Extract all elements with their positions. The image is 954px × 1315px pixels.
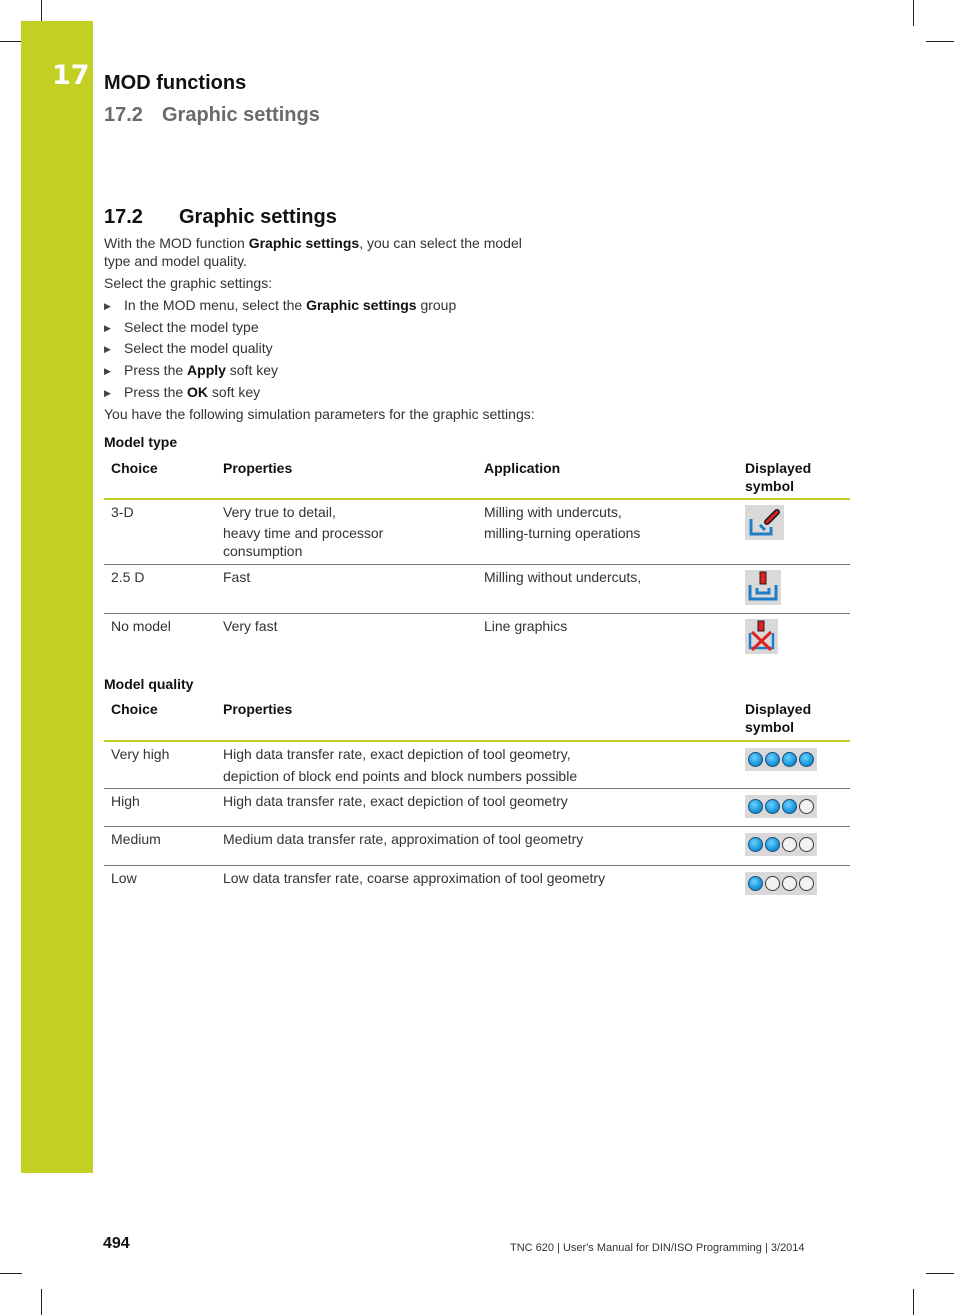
intro-paragraph: With the MOD function Graphic settings, you can select the model type and model quality.	[104, 235, 522, 269]
quality-dot-filled-icon	[782, 799, 797, 814]
quality-dot-filled-icon	[765, 752, 780, 767]
quality-dot-filled-icon	[765, 799, 780, 814]
col-symbol: Displayed symbol	[745, 460, 812, 494]
crop-mark	[913, 1289, 914, 1315]
footer-text: TNC 620 | User's Manual for DIN/ISO Programming | 3/2014	[510, 1242, 805, 1254]
table-row: Low Low data transfer rate, coarse approximation of tool geometry	[104, 865, 850, 903]
triangle-bullet-icon: ▶	[104, 301, 111, 311]
col-symbol: Displayed symbol	[745, 701, 812, 735]
quality-dot-filled-icon	[748, 799, 763, 814]
model-quality-caption: Model quality	[104, 676, 194, 692]
table-row: 2.5 D Fast Milling without undercuts,	[104, 564, 850, 613]
quality-dot-empty-icon	[782, 837, 797, 852]
section-number: 17.2	[104, 206, 143, 228]
triangle-bullet-icon: ▶	[104, 366, 111, 376]
quality-indicator-icon	[745, 872, 817, 895]
table-row: High High data transfer rate, exact depiction of tool geometry	[104, 788, 850, 826]
table-row: Very high High data transfer rate, exact depiction of tool geometry, depiction of block end points and block numbers possible	[104, 741, 850, 788]
quality-dot-filled-icon	[782, 752, 797, 767]
quality-dot-empty-icon	[799, 876, 814, 891]
chapter-title: MOD functions	[104, 72, 247, 94]
quality-indicator-icon	[745, 795, 817, 818]
quality-dot-filled-icon	[748, 752, 763, 767]
table-header-row	[104, 700, 850, 741]
table-row: 3-D Very true to detail, heavy time and processor consumption Milling with undercuts, milling-turning operations	[104, 499, 850, 564]
step-item: ▶ Press the OK soft key	[104, 384, 261, 400]
crop-mark	[41, 1289, 42, 1315]
step-item: ▶ Select the model quality	[104, 340, 273, 356]
col-choice: Choice	[111, 460, 158, 476]
select-instruction: Select the graphic settings:	[104, 275, 273, 291]
quality-indicator-icon	[745, 748, 817, 771]
model-type-table	[104, 459, 850, 665]
running-header-section	[104, 104, 320, 127]
page-number: 494	[103, 1235, 130, 1252]
crop-mark	[0, 41, 22, 42]
model-type-caption: Model type	[104, 434, 178, 450]
quality-indicator-icon	[745, 833, 817, 856]
quality-dot-empty-icon	[799, 799, 814, 814]
col-choice: Choice	[111, 701, 158, 717]
section-title: Graphic settings	[179, 206, 337, 228]
section-heading	[104, 206, 337, 229]
col-application: Application	[484, 460, 561, 476]
quality-dot-filled-icon	[765, 837, 780, 852]
crop-mark	[0, 1273, 22, 1274]
model-2-5d-icon	[745, 570, 781, 605]
running-header-section-number: 17.2	[104, 104, 143, 126]
table-row: No model Very fast Line graphics	[104, 613, 850, 665]
col-properties: Properties	[223, 460, 293, 476]
chapter-sidebar	[21, 21, 93, 1173]
params-paragraph: You have the following simulation parameters for the graphic settings:	[104, 406, 535, 422]
no-model-icon	[745, 619, 778, 654]
col-properties: Properties	[223, 701, 293, 717]
chapter-number: 17	[52, 60, 90, 91]
model-3d-icon	[745, 505, 784, 540]
triangle-bullet-icon: ▶	[104, 323, 111, 333]
step-item: ▶ Press the Apply soft key	[104, 362, 279, 378]
quality-dot-empty-icon	[765, 876, 780, 891]
quality-dot-empty-icon	[782, 876, 797, 891]
triangle-bullet-icon: ▶	[104, 388, 111, 398]
intro-bold-term: Graphic settings	[248, 235, 360, 251]
triangle-bullet-icon: ▶	[104, 344, 111, 354]
quality-dot-filled-icon	[748, 876, 763, 891]
quality-dot-filled-icon	[799, 752, 814, 767]
step-item: ▶ In the MOD menu, select the Graphic settings group	[104, 297, 457, 313]
quality-dot-filled-icon	[748, 837, 763, 852]
running-header-section-title: Graphic settings	[162, 104, 320, 126]
step-item: ▶ Select the model type	[104, 319, 259, 335]
crop-mark	[926, 1273, 954, 1274]
table-header-row	[104, 459, 850, 499]
table-row: Medium Medium data transfer rate, approximation of tool geometry	[104, 826, 850, 865]
model-quality-table	[104, 700, 850, 903]
crop-mark	[926, 41, 954, 42]
crop-mark	[913, 0, 914, 26]
quality-dot-empty-icon	[799, 837, 814, 852]
